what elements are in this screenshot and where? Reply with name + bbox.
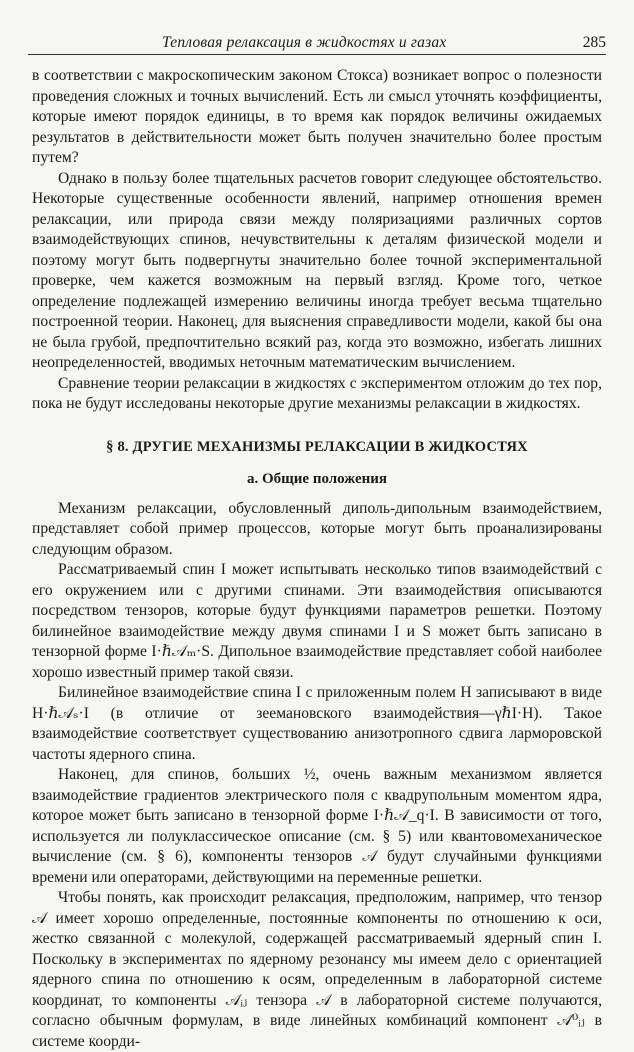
running-title: Тепловая релаксация в жидкостях и газах bbox=[162, 34, 447, 51]
paragraph-2: Однако в пользу более тщательных расчетов говорит следующее обстоятельство. Некоторые существенные особенности явлений, например отношения времен релаксации, или природа связи между поляризациями различных сортов взаимодействующих спинов, нечувствительны к деталям физической модели и поэтому могут быть подвергнуты значительно более точной экспериментальной проверке, чем кажется возможным на первый взгляд. Кроме того, четкое определение подлежащей измерению величины иногда требует весьма тщательно построенной теории. Наконец, для выяснения справедливости модели, какой бы она не была грубой, предпочтительно всякий раз, когда это возможно, избегать лишних неопределенностей, вводимых неточным математическим вычислением. bbox=[32, 169, 602, 371]
subsection-heading: а. Общие положения bbox=[246, 471, 388, 487]
paragraph-8: Наконец, для спинов, больших ½, очень важным механизмом является взаимодействие градиентов электрического поля с квадрупольным моментом ядра, которое может быть записано в тензорной форме I·ℏ𝒜_q·I. В зависимости от того, используется ли полуклассическое описание (см. § 5) или квантовомеханическое вычисление (см. § 6), компоненты тензоров 𝒜 будут случайными функциями времени или операторами, действующими на переменные решетки. bbox=[32, 766, 602, 886]
page-number: 285 bbox=[582, 34, 606, 51]
text-body bbox=[32, 66, 602, 1052]
paragraph-6: Рассматриваемый спин I может испытывать несколько типов взаимодействий с его окружением или с другими спинами. Эти взаимодействия описываются посредством тензоров, которые будут функциями параметров решетки. Поэтому билинейное взаимодействие между двумя спинами I и S может быть записано в тензорной форме I·ℏ𝒜ₘ·S. Дипольное взаимодействие представляет собой наиболее хорошо известный пример такой связи. bbox=[32, 561, 602, 681]
paragraph-5: Механизм релаксации, обусловленный диполь-дипольным взаимодействием, представляет собой пример процессов, которые могут быть проанализированы следующим образом. bbox=[32, 499, 602, 558]
paragraph-3: Сравнение теории релаксации в жидкостях с экспериментом отложим до тех пор, пока не будут исследованы некоторые другие механизмы релаксации в жидкостях. bbox=[32, 374, 602, 412]
section-heading: § 8. ДРУГИЕ МЕХАНИЗМЫ РЕЛАКСАЦИИ В ЖИДКОСТЯХ bbox=[106, 438, 528, 455]
paragraph-7: Билинейное взаимодействие спина I с приложенным полем H записывают в виде H·ℏ𝒜ₛ·I (в отличие от зеемановского взаимодействия—γℏI·H). Такое взаимодействие соответствует существованию анизотропного сдвига ларморовской частоты ядерного спина. bbox=[32, 684, 602, 763]
paragraph-9: Чтобы понять, как происходит релаксация, предположим, например, что тензор 𝒜 имеет хорошо определенные, постоянные компоненты по отношению к оси, жестко связанной с молекулой, содержащей рассматриваемый ядерный спин I. Поскольку в экспериментах по ядерному резонансу мы имеем дело с ориентацией ядерного спина по отношению к осям, определенным в лабораторной системе координат, то компоненты 𝒜ᵢⱼ тензора 𝒜 в лабораторной системе получаются, согласно обычным формулам, в виде линейных комбинаций компонент 𝒜⁰ᵢⱼ в системе коорди- bbox=[32, 889, 602, 1050]
running-header bbox=[28, 32, 606, 55]
paragraph-1: в соответствии с макроскопическим законом Стокса) возникает вопрос о полезности проведения сложных и точных вычислений. Есть ли смысл уточнять коэффициенты, которые имеют порядок единицы, в то время как порядок величины ожидаемых результатов в действительности может быть получен значительно более простым путем? bbox=[32, 67, 602, 166]
